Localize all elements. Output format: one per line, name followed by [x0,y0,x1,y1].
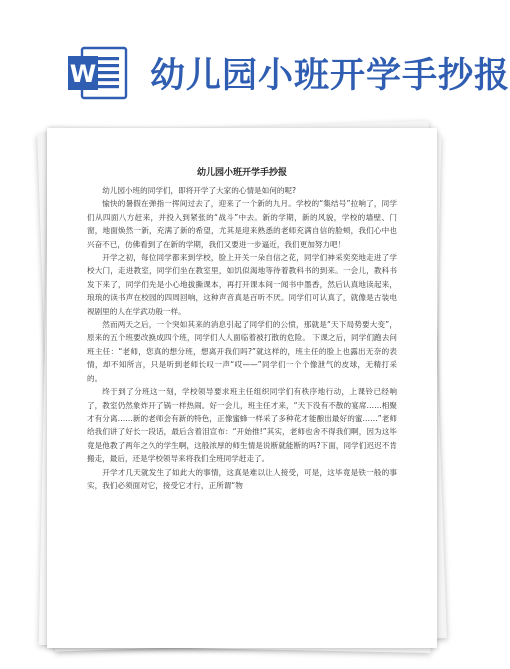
document-body [87,184,397,492]
paragraph: 愉快的暑假在弹指一挥间过去了，迎来了一个新的九月。学校的“集结号”拉响了，同学们从四面八方赶来，并投入到紧张的“战斗”中去。新的学期，新的风貌，学校的墙壁、门窗，地面焕然一新，充满了新的希望，尤其是迎来熟悉的老师充满自信的脸颊，我们心中也兴奋不已，仿佛看到了在新的学期，我们又要进一步逼近，我们更加努力吧！ [87,199,397,249]
word-document-icon [66,42,128,102]
document-title: 幼儿园小班开学手抄报 [196,168,287,178]
banner [0,0,510,118]
paragraph: 开学之初，每位同学都来到学校，脸上开关一朵自信之花，同学们神采奕奕地走进了学校大门，走进教室，同学们坐在教室里，如饥似渴地等待着教科书的到来。一会儿，教科书发下来了，同学们先是小心地拔撕课本，再打开课本间一闻书中墨香，然后认真地读起来，琅琅的读书声在校园的四周回响，这种声音真是百听不厌。同学们可认真了，就像是古装电视剧里的人在学武功般一样。 [87,253,397,316]
document-page [47,128,437,648]
word-icon-letter: W [69,60,97,88]
paragraph: 开学才几天就发生了如此大的事情，这真是难以让人接受，可是，这毕竟是铁一般的事实，我们必须面对它，接受它才行，正所谓“物 [87,467,397,490]
paragraph: 然而两天之后，一个突如其来的消息引起了同学们的公愤，那就是“天下局势要大变”，原来的五个班要改换成四个班，同学们人人面临着被打散的危险。 下课之后，同学们跑去问班主任：“老师，您真的想分班，想离开我们吗?”就这样的，班主任的脸上也露出无奈的表情，却不知所言，只是听到老师长叹一声“哎——”同学们一个个像泄气的皮球，无精打采的。 [87,320,397,383]
paragraph: 终于到了分班这一刻，学校领导要求班主任组织同学们有秩序地行动，上课铃已经响了，教室仍然象炸开了锅一样热闹。好一会儿，班主任才来，“天下没有不散的宴席……相聚才有分离……新的老师会有新的特色，正像蜜蜂一样采了多种花才能酿出最好的蜜……”老师给我们讲了好长一段话，最后含着泪宣布：“开始推!”其实，老师也舍不得我们啊，因为这毕竟是他教了两年之久的学生啊，这般浓厚的师生情是说断就能断的吗?下面，同学们迟迟不肯搬走，最后，还是学校领导来将我们全班同学赶走了。 [87,387,397,464]
paragraph: 幼儿园小班的同学们，即将开学了大家的心情是如何的呢? [102,186,297,195]
banner-title: 幼儿园小班开学手抄报 [150,56,510,96]
